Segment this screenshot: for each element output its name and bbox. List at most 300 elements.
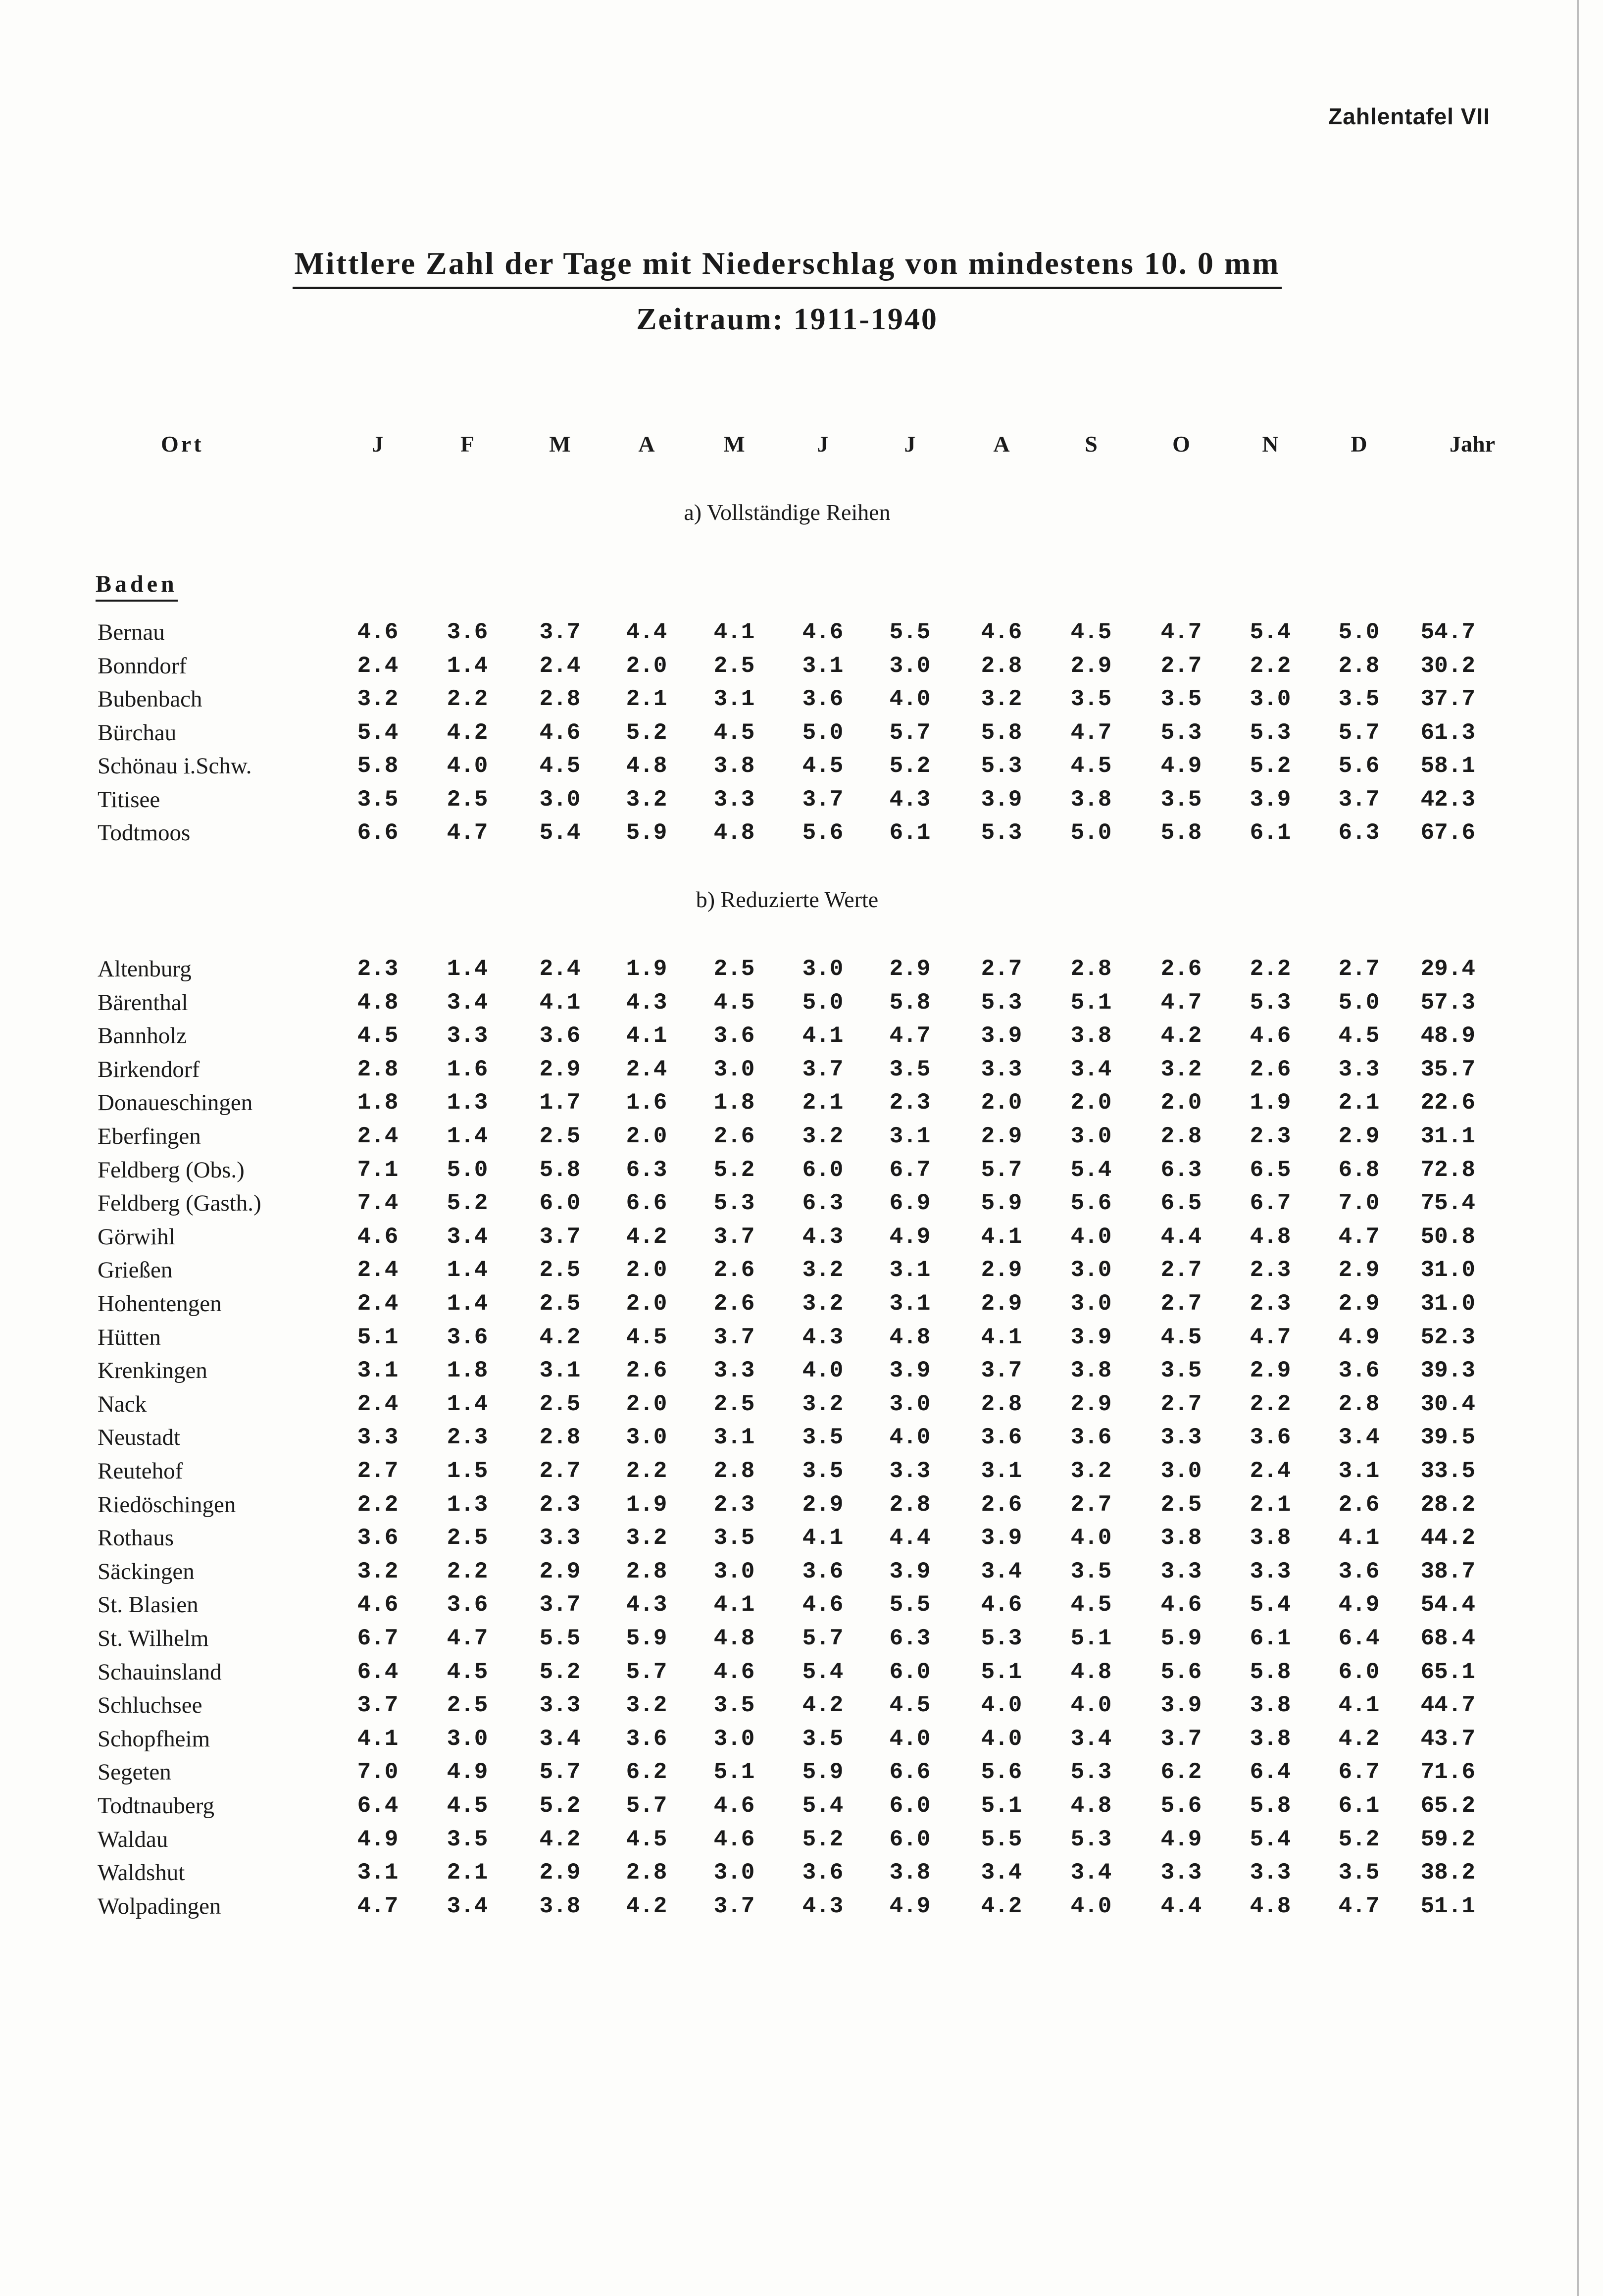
monthly-value-cell: 6.5 (1160, 1190, 1202, 1216)
monthly-value-cell: 6.0 (889, 1827, 931, 1852)
monthly-value-cell: 3.6 (1070, 1425, 1112, 1450)
monthly-value-cell: 4.0 (889, 1726, 931, 1752)
monthly-value-cell: 4.5 (713, 720, 755, 746)
monthly-value-cell: 4.7 (889, 1023, 931, 1049)
monthly-value-cell: 3.3 (1160, 1559, 1202, 1584)
monthly-value-cell: 3.8 (889, 1860, 931, 1886)
monthly-value-cell: 2.6 (1250, 1057, 1291, 1082)
monthly-value-cell: 5.5 (889, 619, 931, 645)
monthly-value-cell: 3.4 (447, 1224, 488, 1250)
monthly-value-cell: 4.2 (1338, 1726, 1380, 1752)
monthly-value-cell: 5.1 (981, 1659, 1022, 1685)
monthly-value-cell: 4.2 (539, 1325, 581, 1350)
monthly-value-cell: 3.9 (889, 1358, 931, 1383)
station-name: Bubenbach (98, 686, 202, 712)
monthly-value-cell: 3.2 (1070, 1458, 1112, 1484)
monthly-value-cell: 4.5 (713, 990, 755, 1016)
column-header-year: Jahr (1450, 431, 1495, 457)
table-row (0, 750, 1574, 782)
annual-total-cell: 65.1 (1420, 1659, 1475, 1685)
monthly-value-cell: 1.4 (447, 956, 488, 982)
monthly-value-cell: 3.8 (1070, 1358, 1112, 1383)
monthly-value-cell: 3.4 (981, 1559, 1022, 1584)
monthly-value-cell: 3.0 (1160, 1458, 1202, 1484)
monthly-value-cell: 3.2 (626, 787, 667, 813)
monthly-value-cell: 4.9 (889, 1224, 931, 1250)
column-header-month: O (1172, 431, 1190, 457)
monthly-value-cell: 3.7 (713, 1893, 755, 1919)
column-header-month: F (460, 431, 475, 457)
annual-total-cell: 65.2 (1420, 1793, 1475, 1819)
monthly-value-cell: 2.8 (1338, 653, 1380, 679)
monthly-value-cell: 5.3 (1070, 1759, 1112, 1785)
annual-total-cell: 72.8 (1420, 1157, 1475, 1183)
monthly-value-cell: 2.3 (713, 1492, 755, 1518)
monthly-value-cell: 3.0 (1070, 1291, 1112, 1317)
monthly-value-cell: 5.1 (981, 1793, 1022, 1819)
station-name: Waldshut (98, 1860, 185, 1886)
monthly-value-cell: 3.4 (981, 1860, 1022, 1886)
monthly-value-cell: 2.1 (626, 686, 667, 712)
monthly-value-cell: 3.7 (539, 1224, 581, 1250)
monthly-value-cell: 5.6 (1160, 1659, 1202, 1685)
monthly-value-cell: 3.4 (539, 1726, 581, 1752)
monthly-value-cell: 5.0 (802, 720, 844, 746)
monthly-value-cell: 2.9 (539, 1860, 581, 1886)
monthly-value-cell: 3.0 (1070, 1123, 1112, 1149)
monthly-value-cell: 2.8 (981, 1391, 1022, 1417)
monthly-value-cell: 4.6 (357, 1592, 399, 1618)
monthly-value-cell: 3.2 (626, 1692, 667, 1718)
monthly-value-cell: 3.0 (539, 787, 581, 813)
annual-total-cell: 59.2 (1420, 1827, 1475, 1852)
column-header-month: N (1262, 431, 1279, 457)
station-name: St. Blasien (98, 1592, 199, 1618)
monthly-value-cell: 2.8 (1160, 1123, 1202, 1149)
station-name: Hohentengen (98, 1291, 222, 1317)
monthly-value-cell: 3.5 (802, 1726, 844, 1752)
monthly-value-cell: 3.1 (539, 1358, 581, 1383)
monthly-value-cell: 2.8 (713, 1458, 755, 1484)
period-subtitle: Zeitraum: 1911-1940 (636, 303, 938, 336)
monthly-value-cell: 4.0 (1070, 1525, 1112, 1551)
monthly-value-cell: 2.2 (357, 1492, 399, 1518)
monthly-value-cell: 7.0 (357, 1759, 399, 1785)
column-header-month: M (549, 431, 571, 457)
column-header-month: J (817, 431, 829, 457)
monthly-value-cell: 4.9 (1338, 1325, 1380, 1350)
monthly-value-cell: 4.7 (1160, 990, 1202, 1016)
monthly-value-cell: 5.5 (889, 1592, 931, 1618)
monthly-value-cell: 5.3 (1250, 720, 1291, 746)
table-row (0, 953, 1574, 985)
column-header-month: D (1351, 431, 1367, 457)
monthly-value-cell: 4.1 (802, 1023, 844, 1049)
monthly-value-cell: 4.7 (1338, 1893, 1380, 1919)
annual-total-cell: 38.7 (1420, 1559, 1475, 1584)
annual-total-cell: 54.4 (1420, 1592, 1475, 1618)
monthly-value-cell: 2.8 (539, 686, 581, 712)
monthly-value-cell: 2.3 (539, 1492, 581, 1518)
monthly-value-cell: 3.0 (713, 1559, 755, 1584)
monthly-value-cell: 4.0 (802, 1358, 844, 1383)
monthly-value-cell: 4.5 (1070, 753, 1112, 779)
annual-total-cell: 68.4 (1420, 1626, 1475, 1651)
monthly-value-cell: 3.6 (1338, 1358, 1380, 1383)
monthly-value-cell: 1.4 (447, 1291, 488, 1317)
monthly-value-cell: 2.0 (981, 1090, 1022, 1116)
monthly-value-cell: 2.9 (1070, 1391, 1112, 1417)
monthly-value-cell: 3.6 (539, 1023, 581, 1049)
monthly-value-cell: 5.3 (981, 753, 1022, 779)
monthly-value-cell: 6.5 (1250, 1157, 1291, 1183)
monthly-value-cell: 4.0 (1070, 1692, 1112, 1718)
monthly-value-cell: 3.5 (357, 787, 399, 813)
monthly-value-cell: 6.7 (889, 1157, 931, 1183)
monthly-value-cell: 4.2 (802, 1692, 844, 1718)
column-header-month: J (372, 431, 384, 457)
monthly-value-cell: 2.2 (1250, 653, 1291, 679)
monthly-value-cell: 2.9 (1250, 1358, 1291, 1383)
monthly-value-cell: 5.7 (626, 1659, 667, 1685)
table-row (0, 616, 1574, 649)
monthly-value-cell: 2.9 (1338, 1291, 1380, 1317)
station-name: Wolpadingen (98, 1893, 221, 1919)
monthly-value-cell: 2.2 (447, 1559, 488, 1584)
monthly-value-cell: 6.6 (889, 1759, 931, 1785)
monthly-value-cell: 3.6 (1250, 1425, 1291, 1450)
monthly-value-cell: 3.3 (981, 1057, 1022, 1082)
annual-total-cell: 42.3 (1420, 787, 1475, 813)
monthly-value-cell: 5.9 (626, 1626, 667, 1651)
monthly-value-cell: 3.3 (713, 787, 755, 813)
monthly-value-cell: 3.5 (802, 1425, 844, 1450)
monthly-value-cell: 1.3 (447, 1090, 488, 1116)
monthly-value-cell: 4.0 (1070, 1893, 1112, 1919)
annual-total-cell: 61.3 (1420, 720, 1475, 746)
monthly-value-cell: 3.8 (713, 753, 755, 779)
monthly-value-cell: 5.2 (713, 1157, 755, 1183)
monthly-value-cell: 4.4 (626, 619, 667, 645)
monthly-value-cell: 3.8 (1070, 1023, 1112, 1049)
monthly-value-cell: 2.3 (357, 956, 399, 982)
monthly-value-cell: 3.8 (1160, 1525, 1202, 1551)
monthly-value-cell: 2.2 (447, 686, 488, 712)
monthly-value-cell: 3.2 (357, 1559, 399, 1584)
monthly-value-cell: 4.2 (626, 1224, 667, 1250)
monthly-value-cell: 4.6 (713, 1793, 755, 1819)
monthly-value-cell: 2.4 (357, 1391, 399, 1417)
table-row (0, 1053, 1574, 1086)
monthly-value-cell: 5.7 (889, 720, 931, 746)
monthly-value-cell: 4.7 (447, 1626, 488, 1651)
column-header-month: M (723, 431, 745, 457)
monthly-value-cell: 3.7 (802, 1057, 844, 1082)
monthly-value-cell: 2.1 (1250, 1492, 1291, 1518)
table-row (0, 1756, 1574, 1788)
monthly-value-cell: 3.5 (1160, 686, 1202, 712)
monthly-value-cell: 2.9 (981, 1257, 1022, 1283)
table-row (0, 683, 1574, 715)
monthly-value-cell: 3.6 (802, 1559, 844, 1584)
monthly-value-cell: 4.1 (1338, 1692, 1380, 1718)
monthly-value-cell: 5.9 (626, 820, 667, 846)
monthly-value-cell: 6.2 (1160, 1759, 1202, 1785)
monthly-value-cell: 3.5 (1070, 686, 1112, 712)
monthly-value-cell: 3.9 (1250, 787, 1291, 813)
monthly-value-cell: 3.9 (889, 1559, 931, 1584)
monthly-value-cell: 1.4 (447, 1123, 488, 1149)
annual-total-cell: 75.4 (1420, 1190, 1475, 1216)
monthly-value-cell: 4.5 (802, 753, 844, 779)
title-block (0, 245, 1574, 289)
station-name: Schluchsee (98, 1692, 202, 1718)
monthly-value-cell: 5.0 (1338, 619, 1380, 645)
monthly-value-cell: 4.0 (1070, 1224, 1112, 1250)
monthly-value-cell: 2.4 (539, 653, 581, 679)
table-row (0, 1656, 1574, 1688)
monthly-value-cell: 4.5 (889, 1692, 931, 1718)
monthly-value-cell: 1.8 (447, 1358, 488, 1383)
table-row (0, 1856, 1574, 1889)
monthly-value-cell: 3.7 (357, 1692, 399, 1718)
monthly-value-cell: 1.8 (357, 1090, 399, 1116)
monthly-value-cell: 2.1 (1338, 1090, 1380, 1116)
station-name: Neustadt (98, 1425, 181, 1450)
monthly-value-cell: 2.2 (1250, 1391, 1291, 1417)
monthly-value-cell: 5.9 (802, 1759, 844, 1785)
station-name: Krenkingen (98, 1358, 207, 1383)
monthly-value-cell: 2.0 (626, 1123, 667, 1149)
monthly-value-cell: 2.7 (1338, 956, 1380, 982)
monthly-value-cell: 2.4 (1250, 1458, 1291, 1484)
monthly-value-cell: 5.5 (539, 1626, 581, 1651)
monthly-value-cell: 5.3 (713, 1190, 755, 1216)
monthly-value-cell: 3.7 (981, 1358, 1022, 1383)
monthly-value-cell: 4.3 (626, 990, 667, 1016)
table-row (0, 1823, 1574, 1856)
monthly-value-cell: 5.2 (539, 1793, 581, 1819)
monthly-value-cell: 5.3 (1070, 1827, 1112, 1852)
monthly-value-cell: 3.2 (981, 686, 1022, 712)
monthly-value-cell: 1.9 (626, 956, 667, 982)
document-title: Mittlere Zahl der Tage mit Niederschlag von mindestens 10. 0 mm (293, 245, 1282, 289)
monthly-value-cell: 3.7 (1338, 787, 1380, 813)
monthly-value-cell: 4.3 (802, 1224, 844, 1250)
annual-total-cell: 28.2 (1420, 1492, 1475, 1518)
monthly-value-cell: 4.1 (981, 1325, 1022, 1350)
monthly-value-cell: 4.7 (1070, 720, 1112, 746)
monthly-value-cell: 2.8 (626, 1559, 667, 1584)
monthly-value-cell: 3.2 (802, 1123, 844, 1149)
monthly-value-cell: 5.3 (1160, 720, 1202, 746)
monthly-value-cell: 3.0 (713, 1726, 755, 1752)
station-name: Birkendorf (98, 1057, 200, 1082)
monthly-value-cell: 5.2 (889, 753, 931, 779)
monthly-value-cell: 6.1 (1338, 1793, 1380, 1819)
monthly-value-cell: 3.4 (1070, 1726, 1112, 1752)
monthly-value-cell: 7.0 (1338, 1190, 1380, 1216)
monthly-value-cell: 5.1 (357, 1325, 399, 1350)
monthly-value-cell: 7.4 (357, 1190, 399, 1216)
monthly-value-cell: 3.7 (1160, 1726, 1202, 1752)
monthly-value-cell: 5.6 (981, 1759, 1022, 1785)
monthly-value-cell: 3.9 (1160, 1692, 1202, 1718)
monthly-value-cell: 3.3 (889, 1458, 931, 1484)
monthly-value-cell: 6.1 (889, 820, 931, 846)
table-row (0, 1221, 1574, 1253)
monthly-value-cell: 6.1 (1250, 1626, 1291, 1651)
monthly-value-cell: 2.8 (1338, 1391, 1380, 1417)
monthly-value-cell: 5.2 (1338, 1827, 1380, 1852)
monthly-value-cell: 2.2 (626, 1458, 667, 1484)
monthly-value-cell: 5.7 (1338, 720, 1380, 746)
monthly-value-cell: 6.0 (889, 1793, 931, 1819)
monthly-value-cell: 3.0 (1070, 1257, 1112, 1283)
monthly-value-cell: 2.0 (626, 1291, 667, 1317)
station-name: Todtmoos (98, 820, 191, 846)
monthly-value-cell: 3.5 (1070, 1559, 1112, 1584)
monthly-value-cell: 6.4 (357, 1659, 399, 1685)
monthly-value-cell: 4.1 (626, 1023, 667, 1049)
station-name: Donaueschingen (98, 1090, 253, 1116)
monthly-value-cell: 2.4 (357, 1291, 399, 1317)
monthly-value-cell: 2.9 (539, 1057, 581, 1082)
station-name: Eberfingen (98, 1123, 201, 1149)
monthly-value-cell: 3.4 (1070, 1860, 1112, 1886)
monthly-value-cell: 2.9 (981, 1123, 1022, 1149)
monthly-value-cell: 4.9 (447, 1759, 488, 1785)
monthly-value-cell: 1.6 (447, 1057, 488, 1082)
monthly-value-cell: 3.6 (802, 686, 844, 712)
monthly-value-cell: 3.5 (447, 1827, 488, 1852)
monthly-value-cell: 3.8 (539, 1893, 581, 1919)
monthly-value-cell: 2.8 (889, 1492, 931, 1518)
annual-total-cell: 71.6 (1420, 1759, 1475, 1785)
monthly-value-cell: 4.2 (539, 1827, 581, 1852)
monthly-value-cell: 3.6 (713, 1023, 755, 1049)
monthly-value-cell: 4.1 (357, 1726, 399, 1752)
annual-total-cell: 38.2 (1420, 1860, 1475, 1886)
annual-total-cell: 51.1 (1420, 1893, 1475, 1919)
monthly-value-cell: 3.8 (1250, 1692, 1291, 1718)
annual-total-cell: 57.3 (1420, 990, 1475, 1016)
monthly-value-cell: 5.4 (802, 1659, 844, 1685)
monthly-value-cell: 5.7 (802, 1626, 844, 1651)
monthly-value-cell: 2.5 (539, 1257, 581, 1283)
annual-total-cell: 30.2 (1420, 653, 1475, 679)
monthly-value-cell: 5.4 (539, 820, 581, 846)
monthly-value-cell: 1.4 (447, 1391, 488, 1417)
monthly-value-cell: 2.5 (539, 1391, 581, 1417)
table-row (0, 1120, 1574, 1153)
monthly-value-cell: 3.2 (1160, 1057, 1202, 1082)
monthly-value-cell: 2.0 (626, 1391, 667, 1417)
monthly-value-cell: 3.3 (1160, 1860, 1202, 1886)
monthly-value-cell: 4.5 (1338, 1023, 1380, 1049)
monthly-value-cell: 4.6 (357, 619, 399, 645)
monthly-value-cell: 4.0 (981, 1692, 1022, 1718)
monthly-value-cell: 3.9 (981, 1023, 1022, 1049)
monthly-value-cell: 1.4 (447, 653, 488, 679)
monthly-value-cell: 3.7 (539, 619, 581, 645)
monthly-value-cell: 5.8 (1250, 1659, 1291, 1685)
monthly-value-cell: 3.3 (1250, 1559, 1291, 1584)
monthly-value-cell: 3.7 (713, 1224, 755, 1250)
monthly-value-cell: 3.6 (802, 1860, 844, 1886)
monthly-value-cell: 3.5 (1160, 787, 1202, 813)
monthly-value-cell: 4.6 (539, 720, 581, 746)
monthly-value-cell: 4.1 (713, 1592, 755, 1618)
monthly-value-cell: 1.9 (626, 1492, 667, 1518)
monthly-value-cell: 4.5 (626, 1827, 667, 1852)
monthly-value-cell: 6.7 (357, 1626, 399, 1651)
monthly-value-cell: 1.5 (447, 1458, 488, 1484)
monthly-value-cell: 3.9 (1070, 1325, 1112, 1350)
monthly-value-cell: 3.1 (889, 1291, 931, 1317)
monthly-value-cell: 3.2 (802, 1257, 844, 1283)
table-row (0, 1555, 1574, 1588)
monthly-value-cell: 2.3 (1250, 1123, 1291, 1149)
monthly-value-cell: 6.4 (1250, 1759, 1291, 1785)
monthly-value-cell: 4.6 (1160, 1592, 1202, 1618)
monthly-value-cell: 3.1 (357, 1860, 399, 1886)
section-heading-complete-series: a) Vollständige Reihen (684, 500, 891, 525)
annual-total-cell: 44.7 (1420, 1692, 1475, 1718)
annual-total-cell: 43.7 (1420, 1726, 1475, 1752)
monthly-value-cell: 4.3 (626, 1592, 667, 1618)
monthly-value-cell: 4.3 (802, 1325, 844, 1350)
monthly-value-cell: 6.2 (626, 1759, 667, 1785)
monthly-value-cell: 5.8 (1250, 1793, 1291, 1819)
table-row (0, 1522, 1574, 1554)
station-name: Bernau (98, 619, 165, 645)
table-row (0, 783, 1574, 816)
monthly-value-cell: 4.9 (1338, 1592, 1380, 1618)
column-header-month: A (993, 431, 1010, 457)
monthly-value-cell: 5.3 (981, 990, 1022, 1016)
monthly-value-cell: 3.2 (626, 1525, 667, 1551)
section-heading-reduced-values: b) Reduzierte Werte (696, 887, 879, 912)
monthly-value-cell: 5.4 (357, 720, 399, 746)
monthly-value-cell: 5.6 (802, 820, 844, 846)
station-name: Feldberg (Obs.) (98, 1157, 245, 1183)
monthly-value-cell: 3.0 (1250, 686, 1291, 712)
monthly-value-cell: 4.5 (1070, 1592, 1112, 1618)
monthly-value-cell: 4.6 (802, 1592, 844, 1618)
monthly-value-cell: 3.4 (1070, 1057, 1112, 1082)
table-row (0, 1287, 1574, 1320)
monthly-value-cell: 5.9 (1160, 1626, 1202, 1651)
monthly-value-cell: 2.5 (1160, 1492, 1202, 1518)
monthly-value-cell: 3.2 (802, 1291, 844, 1317)
monthly-value-cell: 3.1 (713, 1425, 755, 1450)
monthly-value-cell: 4.1 (713, 619, 755, 645)
monthly-value-cell: 4.7 (357, 1893, 399, 1919)
monthly-value-cell: 2.8 (626, 1860, 667, 1886)
monthly-value-cell: 5.0 (1338, 990, 1380, 1016)
monthly-value-cell: 6.0 (889, 1659, 931, 1685)
monthly-value-cell: 6.1 (1250, 820, 1291, 846)
monthly-value-cell: 2.4 (357, 1123, 399, 1149)
table-row (0, 1789, 1574, 1822)
station-name: Titisee (98, 787, 160, 813)
monthly-value-cell: 3.5 (889, 1057, 931, 1082)
monthly-value-cell: 1.9 (1250, 1090, 1291, 1116)
monthly-value-cell: 4.1 (1338, 1525, 1380, 1551)
monthly-value-cell: 6.3 (626, 1157, 667, 1183)
monthly-value-cell: 2.0 (1070, 1090, 1112, 1116)
